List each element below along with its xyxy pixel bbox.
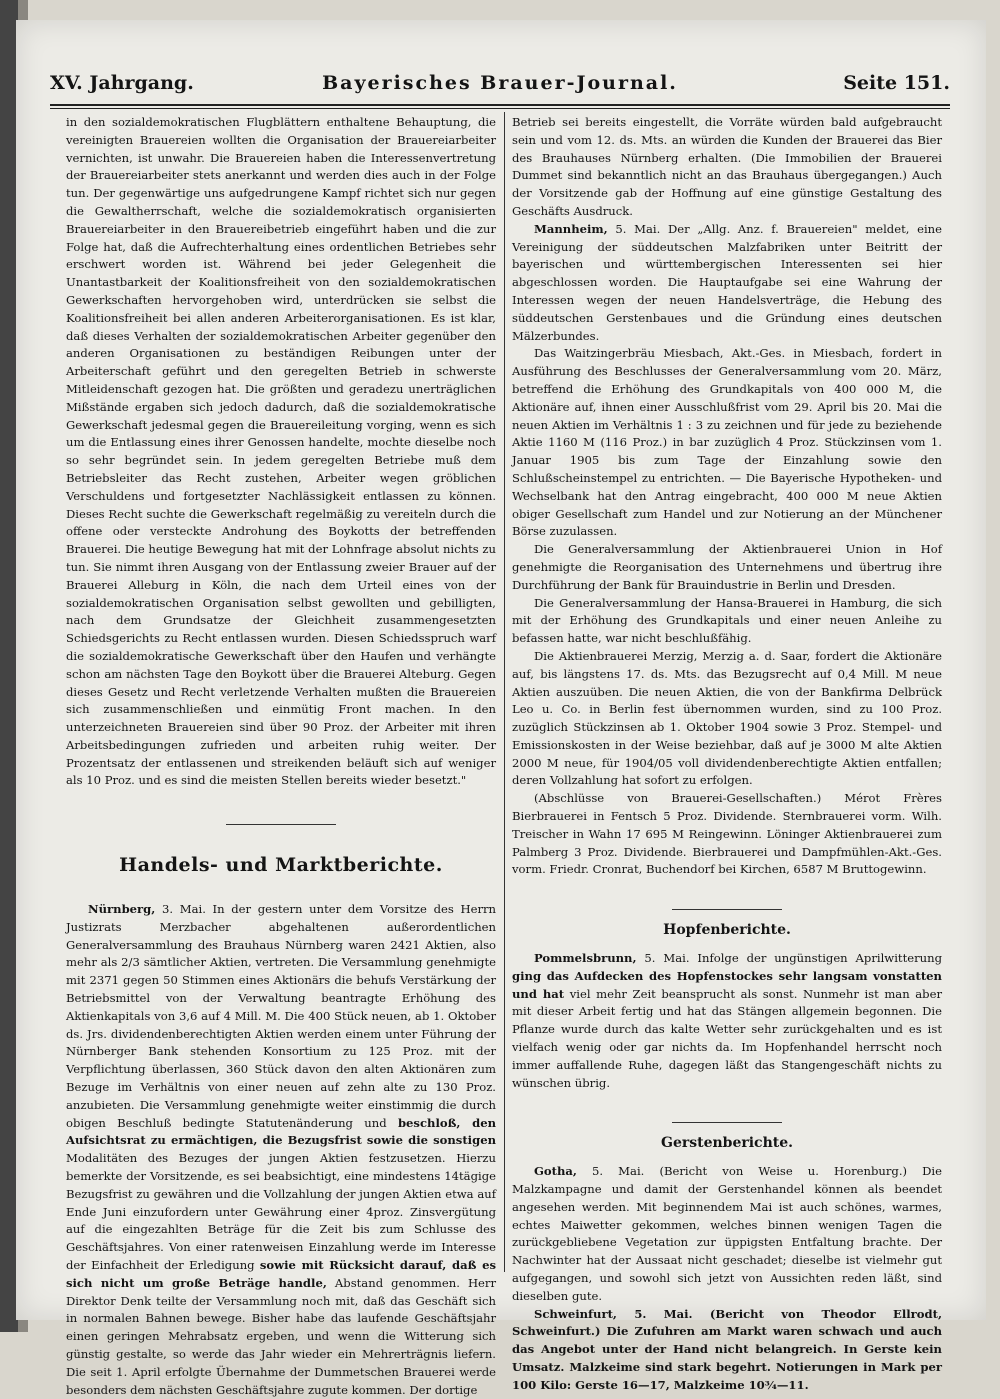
report-mannheim bbox=[512, 221, 942, 346]
place-name: Pommelsbrunn, bbox=[534, 951, 637, 966]
article-text: Betrieb sei bereits eingestellt, die Vorräte würden bald aufgebraucht sein und vom 12. ds. Mts. an würden die Kunden der Brauerei das Bier des Brauhauses Nürnberg erhalten. (Die Immobilien der Brauerei Dummet sind bekanntlich nicht an das Brauhaus übergegangen.) Auch der Vorsitzende gab der Hoffnung auf eine günstige Gestaltung des Geschäfts Ausdruck. bbox=[512, 115, 942, 218]
left-column bbox=[66, 114, 496, 1399]
page-number: Seite 151. bbox=[843, 72, 950, 94]
report-schweinfurt bbox=[512, 1306, 942, 1395]
right-column bbox=[512, 114, 942, 1395]
column-divider bbox=[504, 112, 505, 1272]
report-text: 5. Mai. Der „Allg. Anz. f. Brauereien" meldet, eine Vereinigung der süddeutschen Malzfabriken unter Beitritt der bayerischen und württembergischen Interessenten sei hier abgeschlossen worden. Die Hauptaufgabe sei eine Wahrung der Interessen wegen der neuen Handelsverträge, die Hebung des süddeutschen Gerstenbaues und die Gründung eines deutschen Mälzerbundes. bbox=[512, 221, 942, 343]
report-gotha bbox=[512, 1163, 942, 1305]
section-separator bbox=[226, 824, 336, 825]
volume-label: XV. Jahrgang. bbox=[50, 72, 194, 94]
report-text: Modalitäten des Bezuges der jungen Aktien festzusetzen. Hierzu bemerkte der Vorsitzende, es sei beabsichtigt, eine mindestens 14tägige Bezugsfrist zu gewähren und die Vollzahlung der jungen Aktien etwa auf Ende Juni einzufordern unter Gewährung einer 4proz. Zinsvergütung auf die eingezahlten Beträge für die Zeit bis zum Schlusse des Geschäftsjahres. Von einer ratenweisen Einzahlung werde im Interesse der Einfachheit der Erledigung bbox=[66, 1151, 496, 1273]
gerste-heading: Gerstenberichte. bbox=[660, 1135, 793, 1152]
report-bold: sowie mit Rücksicht darauf, daß es sich nicht um große Beträge handle, bbox=[66, 1258, 496, 1290]
page-header bbox=[50, 72, 950, 102]
report-nuernberg bbox=[66, 901, 496, 1399]
report-bold: ging das Aufdecken des Hopfenstockes sehr langsam vonstatten und hat bbox=[512, 968, 942, 1001]
report-text: 5. Mai. Infolge der ungünstigen Aprilwitterung bbox=[636, 951, 942, 966]
header-rule bbox=[50, 104, 950, 106]
header-rule-thin bbox=[50, 108, 950, 109]
report-merzig: Die Aktienbrauerei Merzig, Merzig a. d. Saar, fordert die Aktionäre auf, bis längstens 17. ds. Mts. das Bezugsrecht auf 0,4 Mill. M neue Aktien auszuüben. Die neuen Aktien, die von der Bankfirma Delbrück Leo u. Co. in Berlin fest übernommen wurden, sind zu 100 Proz. zuzüglich Stückzinsen ab 1. Oktober 1904 sowie 3 Proz. Stempel- und Emissionskosten in der Weise beziehbar, daß auf je 3000 M alte Aktien 2000 M neue, für 1904/05 voll dividendenberechtigte Aktien entfallen; deren Vollzahlung hat sofort zu erfolgen. bbox=[512, 648, 942, 788]
journal-title: Bayerisches Brauer-Journal. bbox=[322, 72, 678, 94]
report-text: 3. Mai. In der gestern unter dem Vorsitze des Herrn Justizrats Merzbacher abgehaltenen außerordentlichen Generalversammlung des Brauhaus Nürnberg waren 2421 Aktien, also mehr als 2/3 sämtlicher Aktien, vertreten. Die Versammlung genehmigte mit 2371 gegen 50 Stimmen eines Aktionärs die behufs Verstärkung der Betriebsmittel von der Verwaltung beantragte Erhöhung des Aktienkapitals von 3,6 auf 4 Mill. M. Die 400 Stück neuen, ab 1. Oktober ds. Jrs. dividendenberechtigten Aktien werden einem unter Führung der Nürnberger Bank stehenden Konsortium zu 125 Proz. mit der Verpflichtung überlassen, 360 Stück davon den alten Aktionären zum Bezuge im Verhältnis von einer neuen auf zehn alte zu 130 Proz. anzubieten. Die Versammlung genehmigte weiter einstimmig die durch obigen Beschluß bedingte Statutenänderung und bbox=[66, 902, 496, 1130]
report-text: Abstand genommen. Herr Direktor Denk teilte der Versammlung noch mit, daß das Geschäft sich in normalen Bahnen bewege. Bisher habe das laufende Geschäftsjahr einen geringen Mehrabsatz ergeben, und wenn die Witterung sich günstig gestalte, so werde das Jahr wieder ein Mehrerträgnis liefern. Die seit 1. April erfolgte Übernahme der Dummetschen Brauerei werde besonders dem nächsten Geschäftsjahre zugute kommen. Der dortige bbox=[66, 1275, 496, 1397]
report-hansa: Die Generalversammlung der Hansa-Brauerei in Hamburg, die sich mit der Erhöhung des Grundkapitals und einer neuen Anleihe zu befassen hatte, war nicht beschlußfähig. bbox=[512, 595, 942, 646]
hopfen-heading: Hopfenberichte. bbox=[663, 922, 791, 939]
section-title: Handels- und Marktberichte. bbox=[119, 854, 443, 877]
article-text: in den sozialdemokratischen Flugblättern enthaltene Behauptung, die vereinigten Brauereien wollten die Organisation der Brauereiarbeiter vernichten, ist unwahr. Die Brauereien haben die Interessenvertretung der Brauereiarbeiter stets anerkannt und werden dies auch in der Folge tun. Der gegenwärtige uns aufgedrungene Kampf richtet sich nur gegen die Gewaltherrschaft, welche die sozialdemokratisch organisierten Brauereiarbeiter in den Brauereibetrieb eingeführt haben und die zur Folge hat, daß die Aufrechterhaltung eines ordentlichen Betriebes sehr erschwert worden ist. Während bei jeder Gelegenheit die Unantastbarkeit der Koalitionsfreiheit von den sozialdemokratischen Gewerkschaften hervorgehoben wird, unterdrücken sie selbst die Koalitionsfreiheit bei allen anderen Arbeiterorganisationen. Es ist klar, daß dieses Verhalten der sozialdemokratischen Arbeiter gegenüber den anderen Organisationen zu beständigen Reibungen unter der Arbeiterschaft geführt und den geregelten Betrieb in schwerste Mitleidenschaft gezogen hat. Die größten und geradezu unerträglichen Mißstände ergaben sich jedoch dadurch, daß die sozialdemokratische Gewerkschaft jedesmal gegen die Brauereileitung vorging, wenn es sich um die Entlassung eines ihrer Genossen handelte, mochte dieselbe noch so sehr begründet sein. In jedem geregelten Betriebe muß dem Betriebsleiter das Recht zustehen, Arbeiter wegen gröblichen Verschuldens und fortgesetzter Nachlässigkeit entlassen zu können. Dieses Recht suchte die Gewerkschaft regelmäßig zu vereiteln durch die offene oder versteckte Androhung des Boykotts der betreffenden Brauerei. Die heutige Bewegung hat mit der Lohnfrage absolut nichts zu tun. Sie nimmt ihren Ausgang von der Entlassung zweier Brauer auf der Brauerei Alleburg in Köln, die nach dem Urteil eines von der sozialdemokratischen Organisation selbst gewollten und gebilligten, nach dem Grundsatze der Gleichheit zusammengesetzten Schiedsgerichts zu Recht entlassen wurden. Diesen Schiedsspruch warf die sozialdemokratische Gewerkschaft über den Haufen und verhängte schon am nächsten Tage den Boykott über die Brauerei Alteburg. Gegen dieses Gesetz und Recht verletzende Verhalten mußten die Brauereien sich zusammenschließen und einmütig Front machen. In den unterzeichneten Brauereien sind über 90 Proz. der Arbeiter mit ihren Arbeitsbedingungen zufrieden und arbeiten ruhig weiter. Der Prozentsatz der entlassenen und streikenden beläuft sich auf weniger als 10 Proz. und es sind die meisten Stellen bereits wieder besetzt." bbox=[66, 115, 496, 788]
section-separator bbox=[672, 909, 782, 910]
place-name: Mannheim, bbox=[534, 221, 608, 236]
place-name: Gotha, bbox=[534, 1164, 577, 1179]
report-abschluesse: (Abschlüsse von Brauerei-Gesellschaften.) Mérot Frères Bierbrauerei in Fentsch 5 Proz. Dividende. Sternbrauerei vorm. Wilh. Treischer in Wahn 17 695 M Reingewinn. Löninger Aktienbrauerei zum Palmberg 3 Proz. Dividende. Bierbrauerei und Dampfmühlen-Akt.-Ges. vorm. Friedr. Cronrat, Buchendorf bei Kirchen, 6587 M Bruttogewinn. bbox=[512, 791, 942, 877]
place-name: Nürnberg, bbox=[88, 902, 156, 917]
report-text: viel mehr Zeit beansprucht als sonst. Nunmehr ist man aber mit dieser Arbeit fertig und hat das Stängen allgemein begonnen. Die Pflanze wurde durch das kalte Wetter sehr zurückgehalten und es ist vielfach wenig oder gar nichts da. Im Hopfenhandel herrscht noch immer auffallende Ruhe, dagegen läßt das Stangengeschäft nichts zu wünschen übrig. bbox=[512, 986, 942, 1090]
place-name: Schweinfurt, bbox=[534, 1306, 617, 1321]
report-text: 5. Mai. (Bericht von Weise u. Horenburg.) Die Malzkampagne und damit der Gerstenhandel können als beendet angesehen werden. Mit beginnendem Mai ist auch schönes, warmes, echtes Maiwetter gekommen, welches binnen wenigen Tagen die zurückgebliebene Vegetation zur üppigsten Entfaltung brachte. Der Nachwinter hat der Aussaat nicht geschadet; dieselbe ist vielmehr gut aufgegangen, und sowohl sich jetzt von Aussichten reden läßt, sind dieselben gute. bbox=[512, 1164, 942, 1303]
report-union-hof: Die Generalversammlung der Aktienbrauerei Union in Hof genehmigte die Reorganisation des Unternehmens und übertrug ihre Durchführung der Bank für Brauindustrie in Berlin und Dresden. bbox=[512, 542, 942, 592]
section-separator bbox=[672, 1122, 782, 1123]
report-bold: beschloß, den Aufsichtsrat zu ermächtigen, die Bezugsfrist sowie die sonstigen bbox=[66, 1115, 496, 1148]
report-bold: 5. Mai. (Bericht von Theodor Ellrodt, Schweinfurt.) Die Zufuhren am Markt waren schwach und auch das Angebot unter der Hand nicht belangreich. In Gerste kein Umsatz. Malzkeime sind stark begehrt. Notierungen in Mark per 100 Kilo: Gerste 16—17, Malzkeime 10¾—11. bbox=[512, 1306, 942, 1392]
report-pommelsbrunn bbox=[512, 950, 942, 1092]
report-miesbach: Das Waitzingerbräu Miesbach, Akt.-Ges. in Miesbach, fordert in Ausführung des Beschlusses der Generalversammlung vom 20. März, betreffend die Erhöhung des Grundkapitals von 400 000 M, die Aktionäre auf, ihnen einer Ausschlußfrist vom 29. April bis 20. Mai die neuen Aktien im Verhältnis 1 : 3 zu zeichnen und für jede zu beziehende Aktie 1160 M (116 Proz.) in bar zuzüglich 4 Proz. Stückzinsen vom 1. Januar 1905 bis zum Tage der Einzahlung sowie den Schlußscheinstempel zu entrichten. — Die Bayerische Hypotheken- und Wechselbank hat den Antrag eingebracht, 400 000 M neue Aktien obiger Gesellschaft zum Handel und zur Notierung an der Münchener Börse zuzulassen. bbox=[512, 346, 942, 539]
